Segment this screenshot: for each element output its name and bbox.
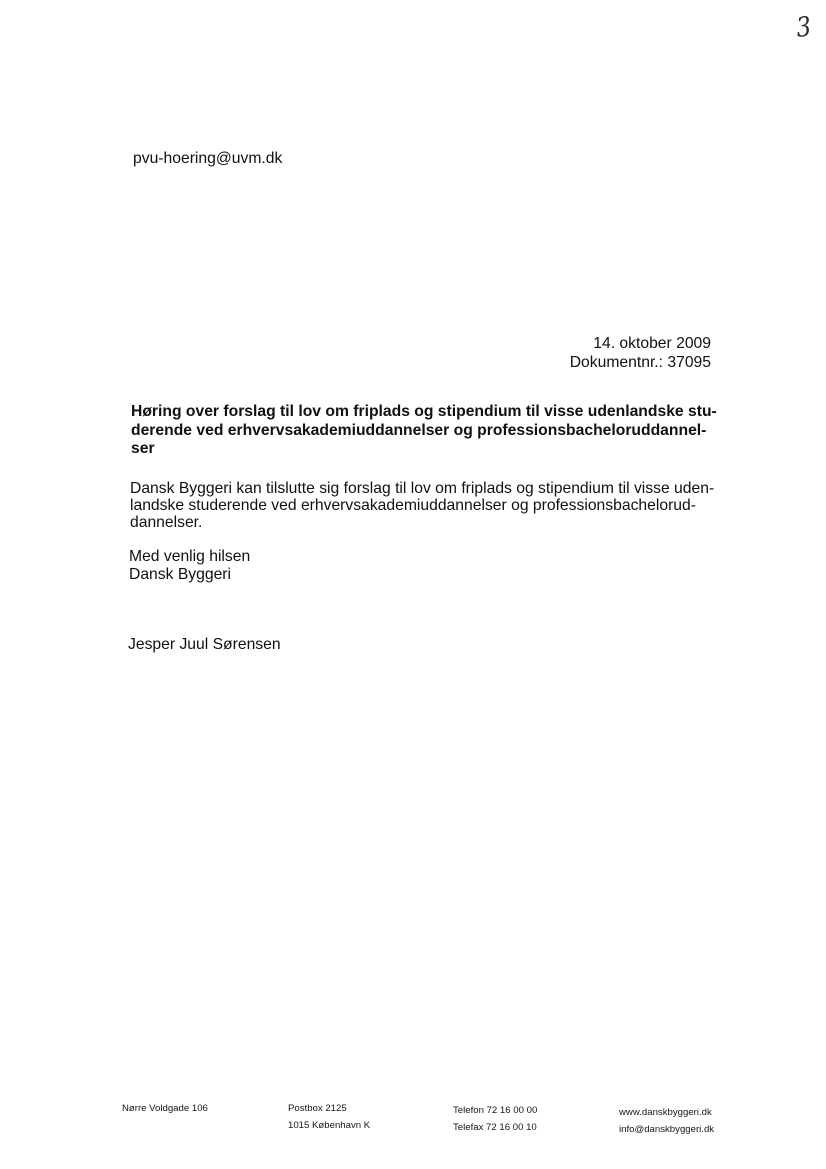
recipient-email: pvu-hoering@uvm.dk xyxy=(133,150,283,167)
subject-line: derende ved erhvervsakademiuddannelser og professionsbacheloruddannel- xyxy=(131,421,707,439)
closing-organization: Dansk Byggeri xyxy=(129,566,232,583)
footer-fax: Telefax 72 16 00 10 xyxy=(453,1122,537,1133)
footer-email: info@danskbyggeri.dk xyxy=(619,1124,715,1135)
footer-phone-column xyxy=(453,1102,537,1136)
signatory-name: Jesper Juul Sørensen xyxy=(128,636,281,653)
closing-block xyxy=(129,548,250,584)
footer-city: 1015 København K xyxy=(288,1120,371,1131)
footer-address-column xyxy=(122,1100,208,1117)
subject-heading xyxy=(131,403,717,459)
subject-line: Høring over forslag til lov om friplads og stipendium til visse udenlandske stu- xyxy=(131,403,717,420)
handwritten-page-number: 3 xyxy=(794,11,813,44)
footer-postbox: Postbox 2125 xyxy=(288,1103,347,1114)
body-line: landske studerende ved erhvervsakademiuddannelser og professionsbachelorud- xyxy=(130,497,696,514)
footer-website: www.danskbyggeri.dk xyxy=(619,1107,712,1118)
body-paragraph xyxy=(130,480,714,531)
footer-postal-column xyxy=(288,1100,370,1134)
body-line: Dansk Byggeri kan tilslutte sig forslag til lov om friplads og stipendium til visse uden- xyxy=(130,480,715,497)
footer-web-column xyxy=(619,1104,714,1138)
subject-line: ser xyxy=(131,440,155,457)
footer-phone: Telefon 72 16 00 00 xyxy=(453,1105,538,1116)
footer-address: Nørre Voldgade 106 xyxy=(122,1103,208,1114)
document-number: Dokumentnr.: 37095 xyxy=(569,354,711,371)
body-line: dannelser. xyxy=(130,514,203,531)
closing-greeting: Med venlig hilsen xyxy=(129,548,251,565)
letter-date: 14. oktober 2009 xyxy=(593,335,711,352)
date-block xyxy=(570,334,711,372)
